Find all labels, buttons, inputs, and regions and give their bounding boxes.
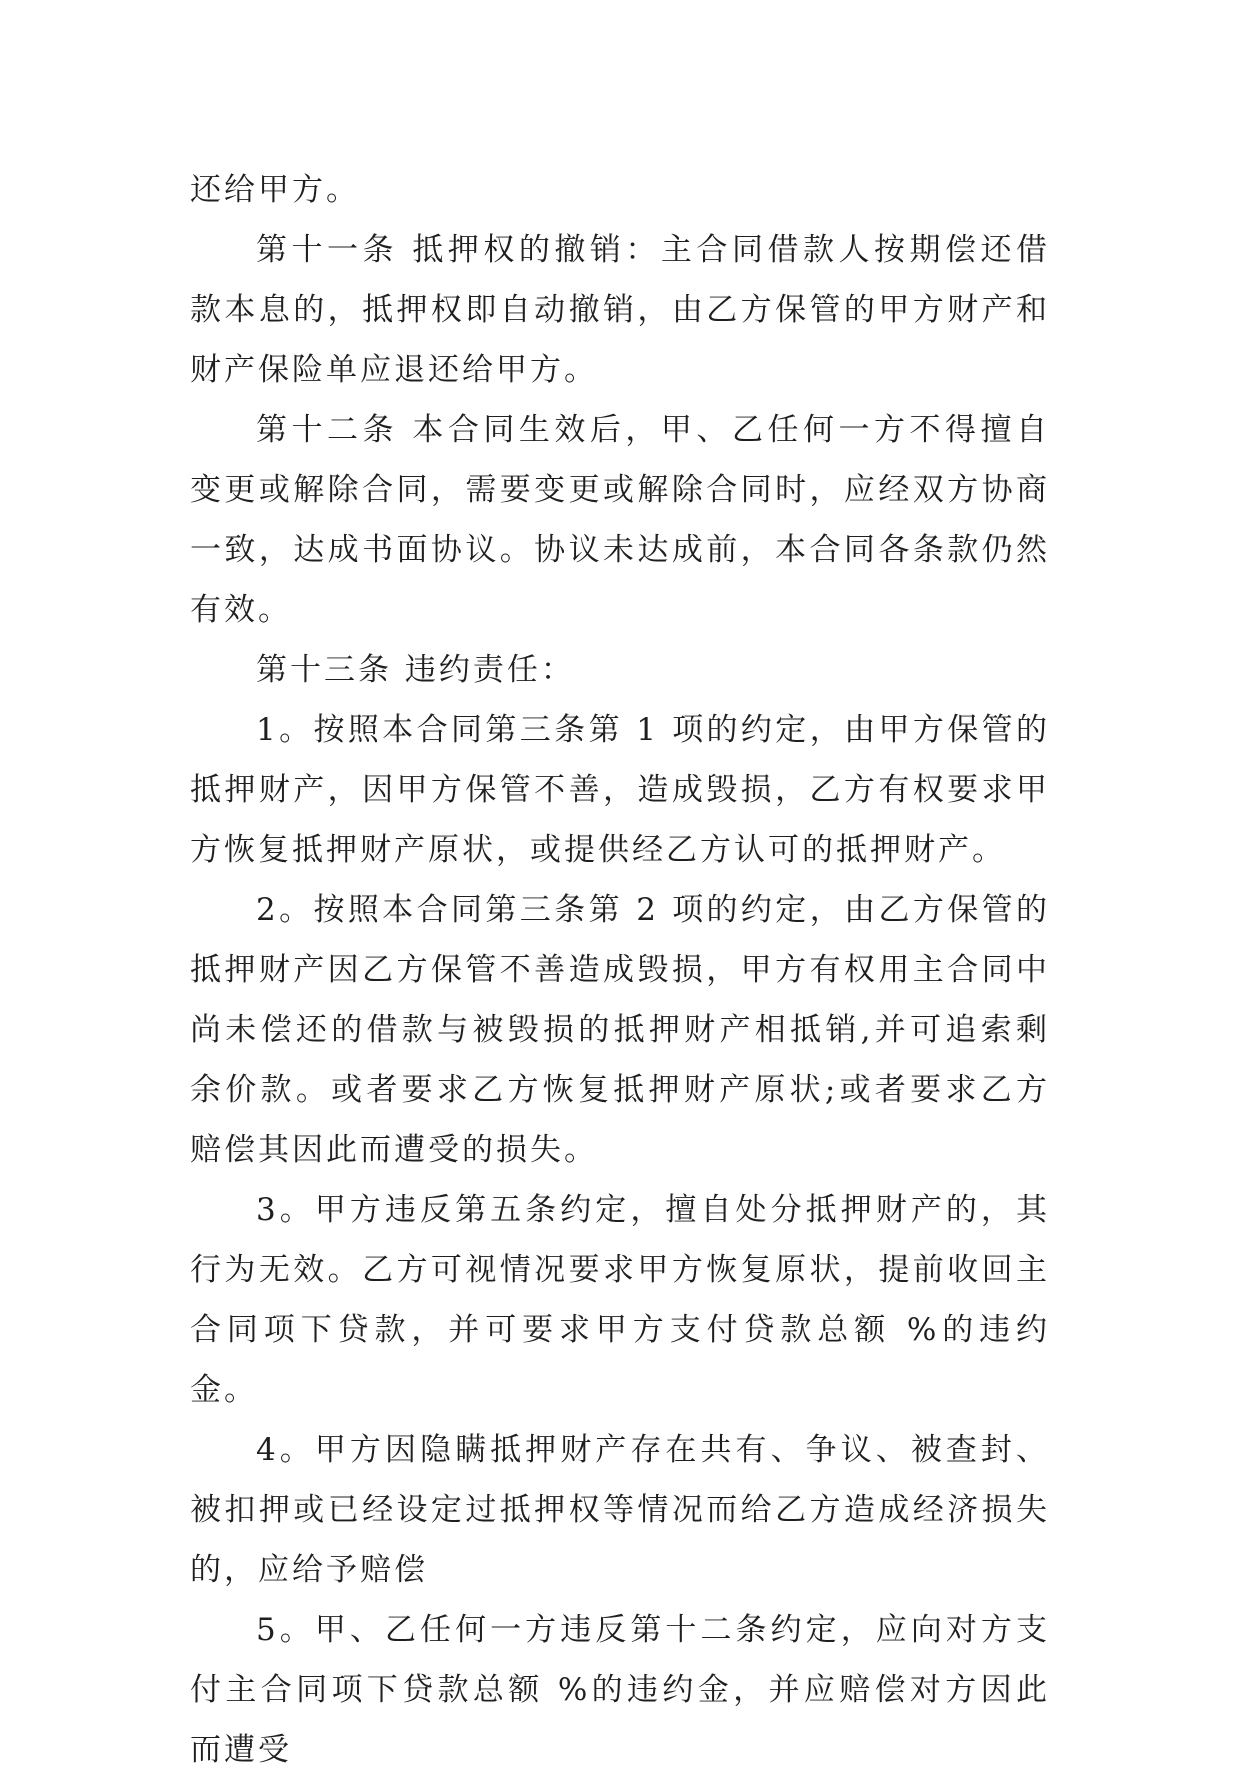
paragraph-article-11: 第十一条 抵押权的撤销：主合同借款人按期偿还借款本息的，抵押权即自动撤销，由乙方保管的甲方财产和财产保险单应退还给甲方。 bbox=[190, 232, 1050, 388]
paragraph-article-13-heading: 第十三条 违约责任： bbox=[256, 652, 575, 688]
paragraph-clause-3: 3。甲方违反第五条约定，擅自处分抵押财产的，其行为无效。乙方可视情况要求甲方恢复原状，提前收回主合同项下贷款，并可要求甲方支付贷款总额 %的违约金。 bbox=[190, 1192, 1050, 1408]
paragraph-clause-1: 1。按照本合同第三条第 1 项的约定，由甲方保管的抵押财产，因甲方保管不善，造成毁损，乙方有权要求甲方恢复抵押财产原状，或提供经乙方认可的抵押财产。 bbox=[190, 712, 1050, 868]
paragraph-clause-4: 4。甲方因隐瞒抵押财产存在共有、争议、被查封、被扣押或已经设定过抵押权等情况而给乙方造成经济损失的，应给予赔偿 bbox=[190, 1432, 1050, 1588]
paragraph-continuation: 还给甲方。 bbox=[190, 172, 360, 208]
document-body bbox=[190, 160, 1050, 1780]
paragraph-clause-5: 5。甲、乙任何一方违反第十二条约定，应向对方支付主合同项下贷款总额 %的违约金，并应赔偿对方因此而遭受 bbox=[190, 1612, 1050, 1768]
paragraph-article-12: 第十二条 本合同生效后，甲、乙任何一方不得擅自变更或解除合同，需要变更或解除合同时，应经双方协商一致，达成书面协议。协议未达成前，本合同各条款仍然有效。 bbox=[190, 412, 1050, 628]
paragraph-clause-2: 2。按照本合同第三条第 2 项的约定，由乙方保管的抵押财产因乙方保管不善造成毁损，甲方有权用主合同中尚未偿还的借款与被毁损的抵押财产相抵销,并可追索剩余价款。或者要求乙方恢复抵押财产原状;或者要求乙方赔偿其因此而遭受的损失。 bbox=[190, 892, 1050, 1168]
